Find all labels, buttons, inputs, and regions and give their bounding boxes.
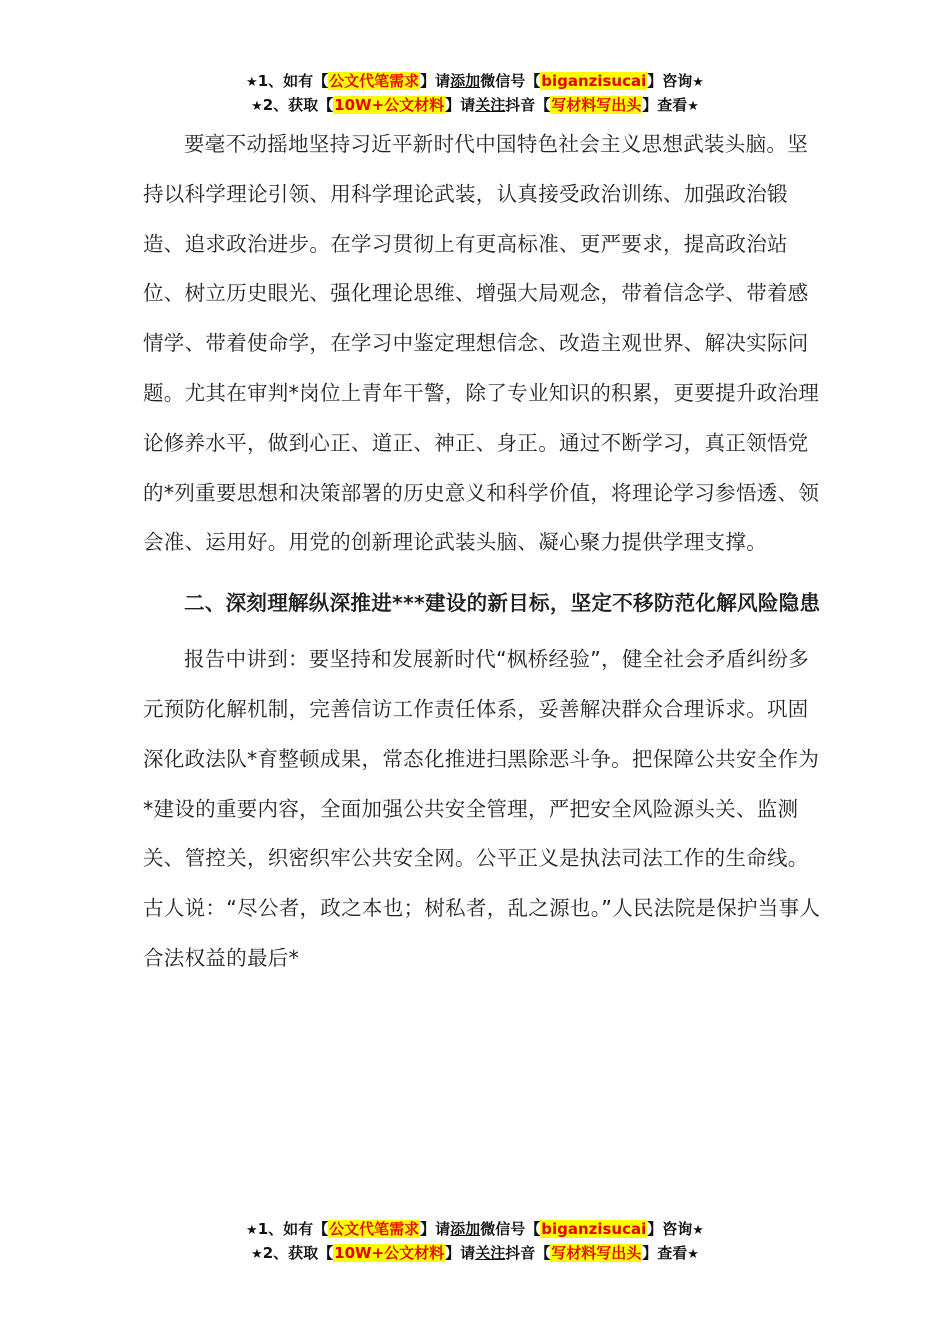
highlight-ghostwriting: 公文代笔需求 [329, 72, 420, 90]
star-icon: ★ [251, 99, 263, 114]
header-banner [0, 70, 950, 118]
star-icon: ★ [687, 1247, 699, 1262]
banner-text: 微信号【 [480, 1220, 541, 1238]
banner-text: 】查看 [642, 96, 688, 114]
underline-add: 添加 [450, 72, 481, 90]
banner-text: 】咨询 [647, 1220, 693, 1238]
highlight-douyin-account: 写材料写出头 [551, 1244, 642, 1262]
banner-text: 】请 [445, 1244, 476, 1262]
banner-text: 1、如有【 [257, 1220, 329, 1238]
banner-line-2 [0, 1242, 950, 1266]
underline-follow: 关注 [475, 96, 506, 114]
star-icon: ★ [687, 99, 699, 114]
section-heading-2: 二、深刻理解纵深推进***建设的新目标，坚定不移防范化解风险隐患 [184, 591, 821, 616]
banner-text: 2、获取【 [262, 1244, 334, 1262]
banner-text: 2、获取【 [262, 96, 334, 114]
banner-line-1 [0, 70, 950, 94]
banner-line-2 [0, 94, 950, 118]
body-paragraph-1: 要毫不动摇地坚持习近平新时代中国特色社会主义思想武装头脑。坚持以科学理论引领、用科学理论武装，认真接受政治训练、加强政治锻造、追求政治进步。在学习贯彻上有更高标准、更严要求，提高政治站位、树立历史眼光、强化理论思维、增强大局观念，带着信念学、带着感情学、带着使命学，在学习中鉴定理想信念、改造主观世界、解决实际问题。尤其在审判*岗位上青年干警，除了专业知识的积累，更要提升政治理论修养水平，做到心正、道正、神正、身正。通过不断学习，真正领悟党的*列重要思想和决策部署的历史意义和科学价值，将理论学习参悟透、领会准、运用好。用党的创新理论武装头脑、凝心聚力提供学理支撑。 [143, 132, 820, 555]
body-paragraph-2: 报告中讲到：要坚持和发展新时代“枫桥经验”，健全社会矛盾纠纷多元预防化解机制，完善信访工作责任体系，妥善解决群众合理诉求。巩固深化政法队*育整顿成果，常态化推进扫黑除恶斗争。把保障公共安全作为*建设的重要内容，全面加强公共安全管理，严把安全风险源头关、监测关、管控关，织密织牢公共安全网。公平正义是执法司法工作的生命线。古人说：“尽公者，政之本也；树私者，乱之源也。”人民法院是保护当事人合法权益的最后* [143, 647, 821, 970]
banner-text: 】查看 [642, 1244, 688, 1262]
footer-banner [0, 1218, 950, 1266]
banner-text: 抖音【 [505, 1244, 551, 1262]
highlight-materials: 10W+公文材料 [334, 1244, 445, 1262]
highlight-wechat-id: biganzisucai [541, 1220, 647, 1238]
star-icon: ★ [251, 1247, 263, 1262]
highlight-ghostwriting: 公文代笔需求 [329, 1220, 420, 1238]
banner-text: 】请 [420, 72, 451, 90]
banner-text: 】请 [420, 1220, 451, 1238]
banner-line-1 [0, 1218, 950, 1242]
underline-add: 添加 [450, 1220, 481, 1238]
banner-text: 】请 [445, 96, 476, 114]
banner-text: 微信号【 [480, 72, 541, 90]
star-icon: ★ [246, 75, 258, 90]
banner-text: 抖音【 [505, 96, 551, 114]
highlight-douyin-account: 写材料写出头 [551, 96, 642, 114]
highlight-wechat-id: biganzisucai [541, 72, 647, 90]
document-body [143, 120, 823, 984]
underline-follow: 关注 [475, 1244, 506, 1262]
banner-text: 1、如有【 [257, 72, 329, 90]
banner-text: 】咨询 [647, 72, 693, 90]
star-icon: ★ [692, 75, 704, 90]
star-icon: ★ [692, 1223, 704, 1238]
star-icon: ★ [246, 1223, 258, 1238]
highlight-materials: 10W+公文材料 [334, 96, 445, 114]
